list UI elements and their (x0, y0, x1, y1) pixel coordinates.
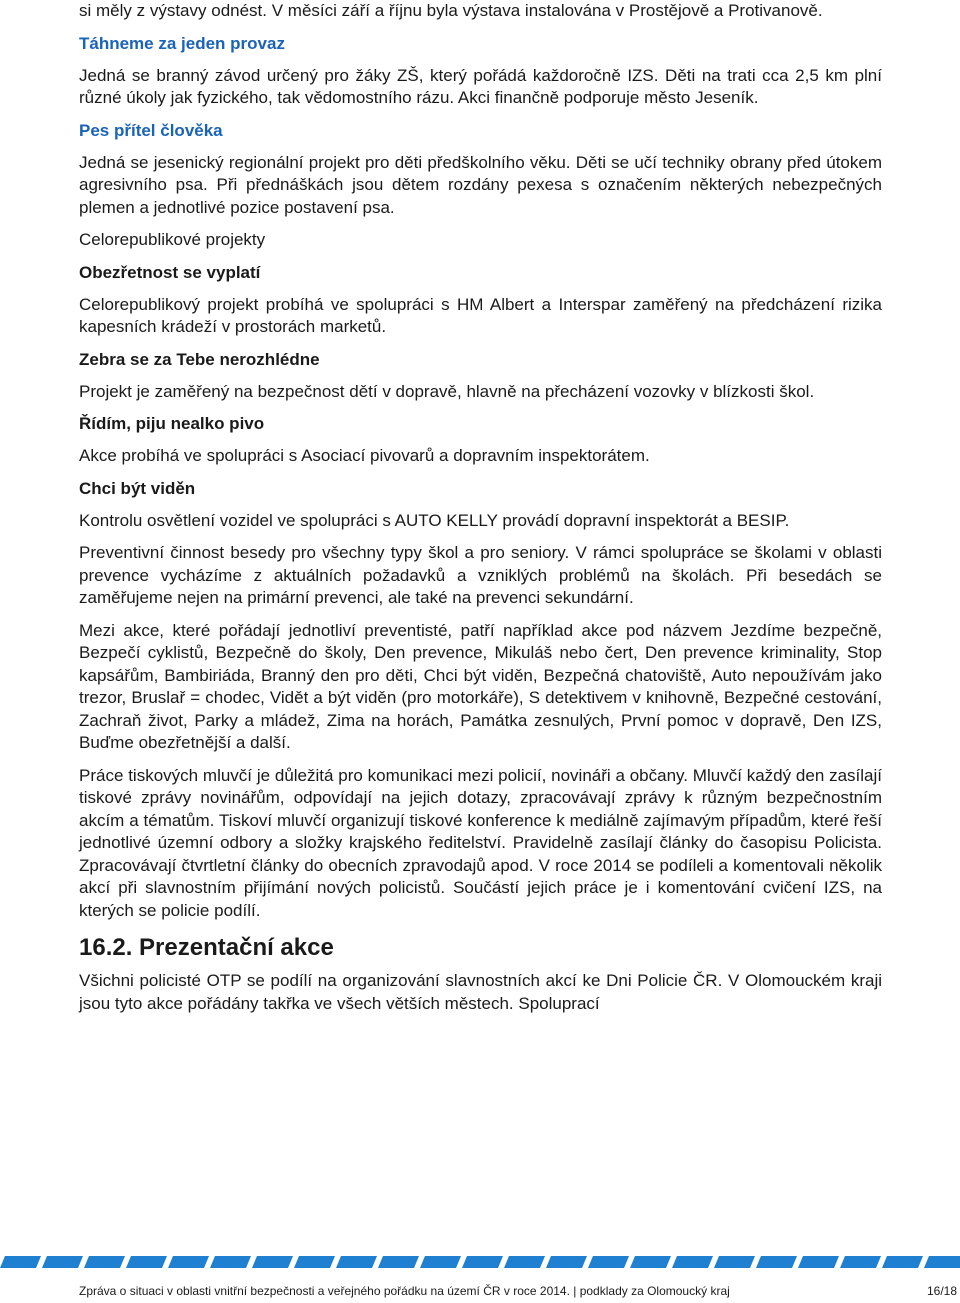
section-heading: 16.2. Prezentační akce (79, 934, 334, 961)
paragraph-vsichni: Všichni policisté OTP se podílí na organizování slavnostních akcí ke Dni Policie ČR. V Olomouckém kraji jsou tyto akce pořádány takřka ve všech větších městech. Spoluprací (79, 971, 882, 1013)
footer-stripe (840, 1256, 881, 1268)
heading-pes: Pes přítel člověka (79, 120, 223, 140)
footer-stripe (0, 1256, 41, 1268)
paragraph-intro: si měly z výstavy odnést. V měsíci září a říjnu byla výstava instalována v Prostějově a Protivanově. (79, 1, 823, 20)
footer-stripe (588, 1256, 629, 1268)
document-body (79, 0, 882, 1015)
footer-stripe-bar (0, 1256, 960, 1268)
footer-stripe (756, 1256, 797, 1268)
footer-stripe (798, 1256, 839, 1268)
footer-stripe (714, 1256, 755, 1268)
footer-stripe (294, 1256, 335, 1268)
paragraph-obezretnost: Celorepublikový projekt probíhá ve spolupráci s HM Albert a Interspar zaměřený na předcházení rizika kapesních krádeží v prostorách marketů. (79, 294, 882, 336)
footer-stripe (924, 1256, 960, 1268)
footer-stripe (126, 1256, 167, 1268)
footer-stripe (420, 1256, 461, 1268)
heading-chci: Chci být viděn (79, 478, 196, 498)
footer-stripe (42, 1256, 83, 1268)
paragraph-preventivni: Preventivní činnost besedy pro všechny typy škol a pro seniory. V rámci spolupráce se školami v oblasti prevence vycházíme z aktuálních požadavků a vzniklých problémů na školách. Při besedách se zaměřujeme nejen na primární prevenci, ale také na prevenci sekundární. (79, 543, 882, 607)
heading-tahneme: Táhneme za jeden provaz (79, 33, 285, 53)
footer-stripe (462, 1256, 503, 1268)
footer-stripe (210, 1256, 251, 1268)
paragraph-chci: Kontrolu osvětlení vozidel ve spolupráci s AUTO KELLY provádí dopravní inspektorát a BESIP. (79, 510, 790, 530)
footer-title: Zpráva o situaci v oblasti vnitřní bezpečnosti a veřejného pořádku na území ČR v roce 2014. | podklady za Olomoucký kraj (79, 1284, 730, 1298)
footer-stripe (546, 1256, 587, 1268)
footer-stripe (168, 1256, 209, 1268)
heading-celorepublikove: Celorepublikové projekty (79, 230, 266, 249)
footer-stripe (336, 1256, 377, 1268)
paragraph-zebra: Projekt je zaměřený na bezpečnost dětí v dopravě, hlavně na přecházení vozovky v blízkosti škol. (79, 381, 815, 401)
footer-stripe (504, 1256, 545, 1268)
paragraph-tahneme: Jedná se branný závod určený pro žáky ZŠ, který pořádá každoročně IZS. Děti na trati cca 2,5 km plní různé úkoly jak fyzického, tak vědomostního rázu. Akci finančně podporuje město Jeseník. (79, 65, 882, 107)
footer-stripe (252, 1256, 293, 1268)
page-number: 16/18 (926, 1284, 957, 1298)
footer-stripe (672, 1256, 713, 1268)
footer-stripe (84, 1256, 125, 1268)
page-footer (79, 1284, 960, 1298)
footer-stripe (378, 1256, 419, 1268)
paragraph-pes: Jedná se jesenický regionální projekt pro děti předškolního věku. Děti se učí techniky obrany před útokem agresivního psa. Při přednáškách jsou dětem rozdány pexesa s označením některých nebezpečných plemen a jednotlivé pozice postavení psa. (79, 152, 882, 217)
footer-stripe (882, 1256, 923, 1268)
paragraph-prace-mluvcich: Práce tiskových mluvčí je důležitá pro komunikaci mezi policií, novináři a občany. Mluvčí každý den zasílají tiskové zprávy novinářům, odpovídají na jejich dotazy, zpracovávají zprávy k různým bezpečnostním akcím a tématům. Tiskoví mluvčí organizují tiskové konference k mediálně zajímavým případům, které řeší jednotlivé územní odbory a složky krajského ředitelství. Pravidelně zasílají články do časopisu Policista. Zpracovávají čtvrtletní články do obecních zpravodajů apod. V roce 2014 se podíleli a komentovali několik akcí při slavnostním přijímání nových policistů. Součástí jejich práce je i komentování cvičení IZS, na kterých se policie podílí. (79, 765, 882, 920)
heading-zebra: Zebra se za Tebe nerozhlédne (79, 349, 320, 369)
paragraph-ridim: Akce probíhá ve spolupráci s Asociací pivovarů a dopravním inspektorátem. (79, 446, 650, 465)
heading-obezretnost: Obezřetnost se vyplatí (79, 262, 261, 282)
heading-ridim: Řídím, piju nealko pivo (79, 414, 265, 433)
footer-stripe (630, 1256, 671, 1268)
paragraph-mezi-akce: Mezi akce, které pořádají jednotliví preventisté, patří například akce pod názvem Jezdíme bezpečně, Bezpečí cyklistů, Bezpečně do školy, Den prevence, Mikuláš nebo čert, Den prevence kriminality, Stop kapsářům, Bambiriáda, Branný den pro děti, Chci být viděn, Bezpečná chatoviště, Auto nepoužívám jako trezor, Bruslař = chodec, Vidět a být viděn (pro motorkáře), S detektivem v knihovně, Bezpečné cestování, Zachraň život, Parky a mládež, Zima na horách, Památka zesnulých, První pomoc v dopravě, Den IZS, Buďme obezřetnější a další. (79, 620, 882, 752)
